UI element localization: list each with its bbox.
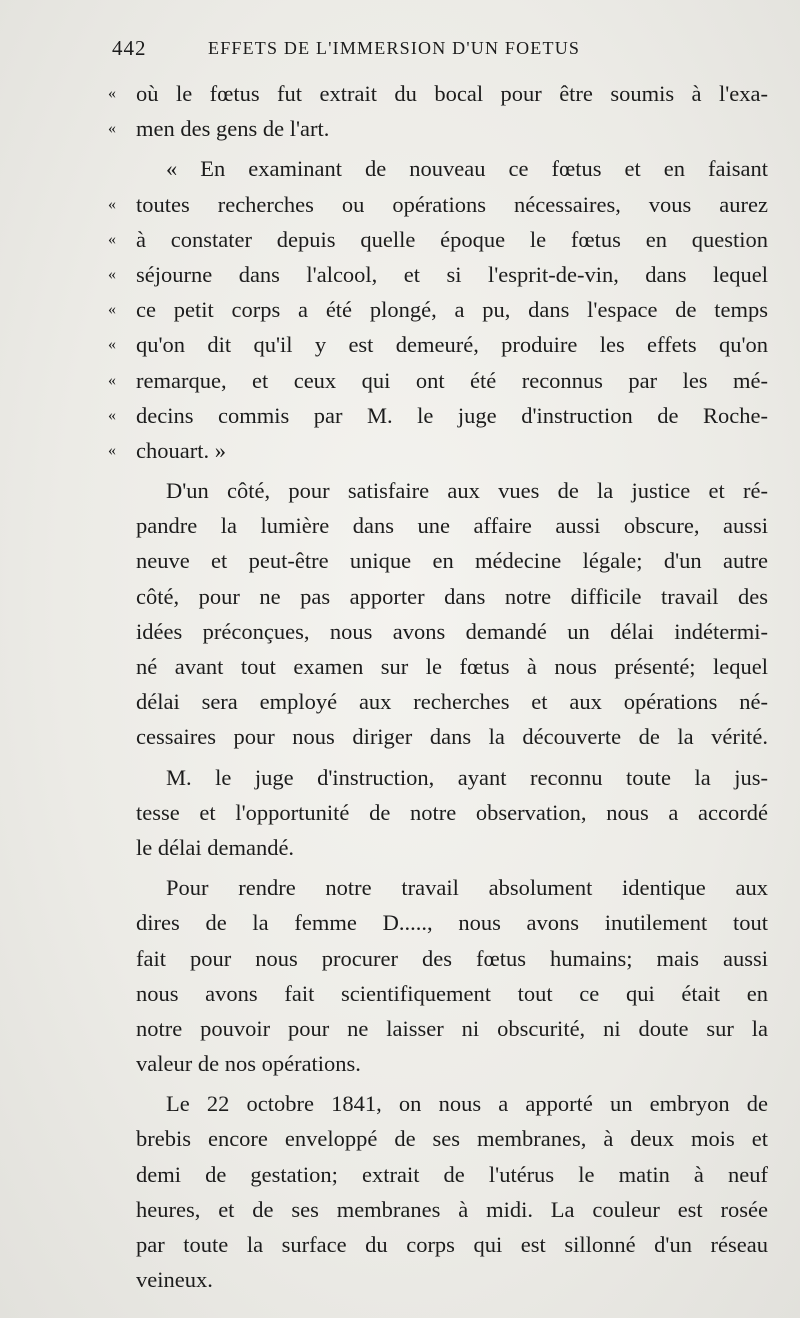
text-line [108,111,768,146]
line-text: D'un côté, pour satisfaire aux vues de la justice et ré- [166,478,768,504]
line-text: pandre la lumière dans une affaire aussi obscure, aussi [136,513,768,539]
text-line [108,614,768,649]
quote-mark [108,1192,136,1227]
quote-mark: « [108,85,116,102]
text-line [108,151,768,186]
quote-mark [108,830,136,865]
line-text: « En examinant de nouveau ce fœtus et en faisant [166,156,768,182]
quote-mark [108,543,136,578]
line-text: qu'on dit qu'il y est demeuré, produire les effets qu'on [136,332,768,358]
line-text: toutes recherches ou opérations nécessaires, vous aurez [136,191,768,217]
quote-mark [108,649,136,684]
line-text: valeur de nos opérations. [136,1051,361,1077]
quote-mark [108,614,136,649]
line-text: idées préconçues, nous avons demandé un délai indétermi- [136,618,768,644]
text-line [108,830,768,865]
text-line [108,1086,768,1121]
body-text [108,76,768,1297]
line-text: Le 22 octobre 1841, on nous a apporté un embryon de [166,1091,768,1117]
page-header [112,36,762,66]
quote-mark [108,1046,136,1081]
line-text: demi de gestation; extrait de l'utérus le matin à neuf [136,1161,768,1187]
text-line [108,187,768,222]
text-line [108,941,768,976]
text-line [108,292,768,327]
quote-mark: « [108,230,116,248]
text-line [108,684,768,719]
text-line [108,760,768,795]
page-number: 442 [112,36,147,60]
text-line [108,976,768,1011]
text-line [108,433,768,468]
text-line [108,1157,768,1192]
text-line [108,257,768,292]
line-text: heures, et de ses membranes à midi. La couleur est rosée [136,1196,768,1222]
quote-mark [108,684,136,719]
text-line [108,543,768,578]
line-text: M. le juge d'instruction, ayant reconnu toute la jus- [166,764,768,790]
line-text: le délai demandé. [136,834,295,860]
quote-mark [108,1157,136,1192]
line-text: fait pour nous procurer des fœtus humains; mais aussi [136,945,768,971]
line-text: dires de la femme D....., nous avons inutilement tout [136,910,768,936]
text-line [108,649,768,684]
quote-mark [108,795,136,830]
quote-mark [108,760,136,795]
quote-mark [108,151,136,186]
text-line [108,1192,768,1227]
quote-mark: « [108,406,116,424]
quote-mark [108,1086,136,1121]
line-text: par toute la surface du corps qui est sillonné d'un réseau [136,1232,768,1257]
line-text: où le fœtus fut extrait du bocal pour être soumis à l'exa- [136,81,768,106]
text-line [108,473,768,508]
line-text: séjourne dans l'alcool, et si l'esprit-de-vin, dans lequel [136,261,768,287]
text-line [108,76,768,111]
line-text: brebis encore enveloppé de ses membranes, à deux mois et [136,1126,768,1152]
line-text: cessaires pour nous diriger dans la découverte de la vérité. [136,724,768,750]
paragraph-indent [136,1086,166,1121]
text-line [108,795,768,830]
running-title: EFFETS DE L'IMMERSION D'UN FOETUS [208,38,581,58]
quote-mark: « [108,195,116,213]
line-text: chouart. » [136,437,226,463]
quote-mark [108,1121,136,1156]
text-line [108,1046,768,1081]
line-text: nous avons fait scientifiquement tout ce qui était en [136,980,768,1006]
line-text: Pour rendre notre travail absolument identique aux [166,875,768,901]
line-text: né avant tout examen sur le fœtus à nous présenté; lequel [136,654,768,679]
quote-mark: « [108,301,116,319]
quote-mark: « [108,265,116,283]
text-line [108,719,768,754]
line-text: men des gens de l'art. [136,116,330,142]
text-line [108,398,768,433]
quote-mark: « [108,120,116,138]
paragraph-indent [136,870,166,905]
quote-mark [108,941,136,976]
line-text: neuve et peut-être unique en médecine légale; d'un autre [136,548,768,574]
text-line [108,1262,768,1297]
quote-mark [108,473,136,508]
line-text: veineux. [136,1267,213,1293]
line-text: decins commis par M. le juge d'instruction de Roche- [136,402,768,428]
quote-mark [108,1011,136,1046]
text-line [108,363,768,398]
text-line [108,508,768,543]
quote-mark [108,719,136,754]
line-text: délai sera employé aux recherches et aux opérations né- [136,689,768,715]
quote-mark: « [108,371,116,389]
quote-mark [108,870,136,905]
line-text: remarque, et ceux qui ont été reconnus par les mé- [136,367,768,393]
quote-mark [108,508,136,543]
text-line [108,327,768,362]
line-text: ce petit corps a été plongé, a pu, dans l'espace de temps [136,297,768,323]
paragraph-indent [136,151,166,186]
line-text: notre pouvoir pour ne laisser ni obscurité, ni doute sur la [136,1015,768,1041]
text-line [108,1121,768,1156]
quote-mark [108,976,136,1011]
quote-mark: « [108,441,116,459]
text-line [108,905,768,940]
line-text: tesse et l'opportunité de notre observation, nous a accordé [136,799,768,825]
text-line [108,579,768,614]
quote-mark [108,905,136,940]
line-text: côté, pour ne pas apporter dans notre difficile travail des [136,583,768,609]
text-line [108,1227,768,1262]
quote-mark: « [108,336,116,354]
text-line [108,1011,768,1046]
paragraph-indent [136,473,166,508]
text-line [108,222,768,257]
text-line [108,870,768,905]
quote-mark [108,579,136,614]
quote-mark [108,1262,136,1297]
quote-mark [108,1227,136,1262]
paragraph-indent [136,760,166,795]
line-text: à constater depuis quelle époque le fœtus en question [136,226,768,252]
